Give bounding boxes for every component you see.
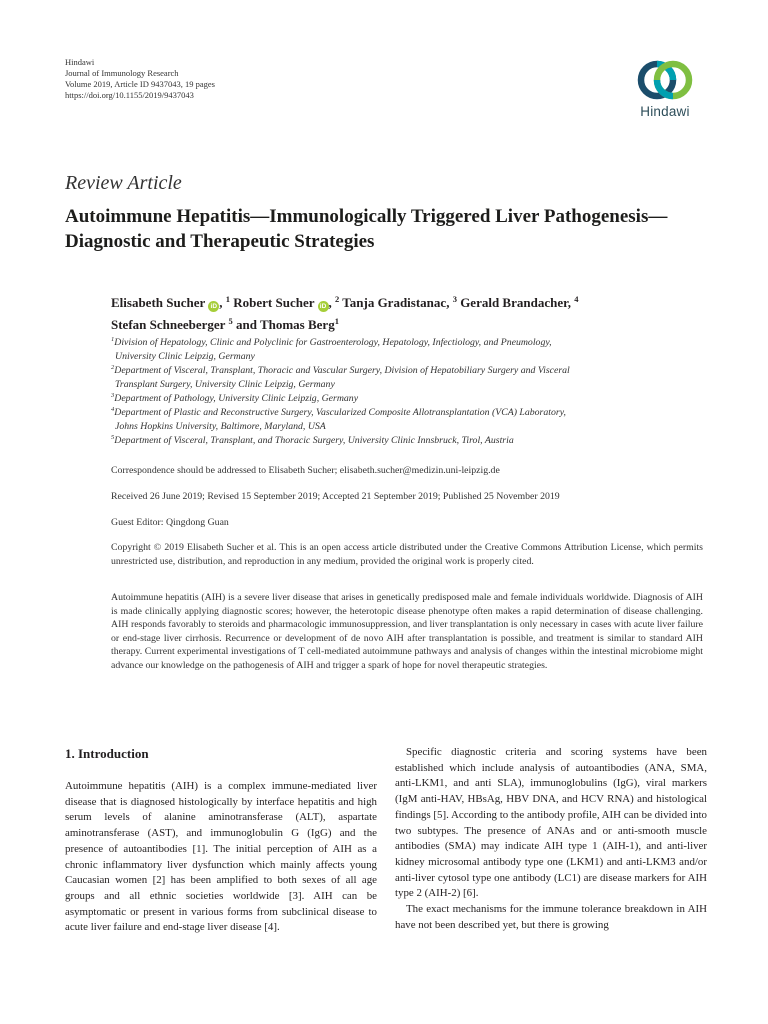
guest-editor: Guest Editor: Qingdong Guan: [111, 517, 229, 528]
journal-name: Journal of Immunology Research: [65, 68, 179, 78]
affiliation: $^3$Department of Pathology, University Clinic Leipzig, Germany: [111, 392, 359, 404]
affiliation: $^5$Department of Visceral, Transplant, and Thoracic Surgery, University Clinic Innsbruck, Tirol, Austria: [111, 434, 514, 446]
body-paragraph: Specific diagnostic criteria and scoring systems have been established which include analysis of autoantibodies (ANA, SMA, anti-LKM1, and anti SLA), immunoglobulins (IgG), viral markers (IgM anti-HAV, HBsAg, HBV DNA, and HCV RNA) and histological findings [5]. According to the antibody profile, AIH can be divided into two subtypes. The presence of ANAs and or anti-smooth muscle antibodies (SMA) may indicate AIH type 1 (AIH-1), and anti-liver kidney microsomal antibody type one (LKM1) and anti-LKM3 and/or anti-liver cytosol type one antibody (LC1) are disease markers for AIH type 2 (AIH-2) [6].: [395, 746, 707, 900]
article-title: Autoimmune Hepatitis—Immunologically Triggered Liver Pathogenesis—Diagnostic and Therapeutic Strategies: [65, 206, 668, 252]
hindawi-logo[interactable]: [634, 58, 696, 124]
author-name[interactable]: Gerald Brandacher: [460, 295, 568, 310]
article-type: Review Article: [65, 172, 182, 194]
affiliation: $^4$Department of Plastic and Reconstructive Surgery, Vascularized Composite Allotransplantation (VCA) Laboratory,: [111, 406, 566, 418]
affiliation-continued: Transplant Surgery, University Clinic Leipzig, Germany: [115, 379, 335, 390]
section-heading: 1. Introduction: [65, 746, 149, 761]
hindawi-logo-icon: [635, 58, 695, 102]
journal-info: [65, 57, 215, 101]
author-affiliation-number: 1: [225, 294, 231, 304]
doi-link[interactable]: https://doi.org/10.1155/2019/9437043: [65, 90, 194, 100]
affiliation-continued: University Clinic Leipzig, Germany: [115, 351, 255, 362]
body-column-right: [395, 745, 707, 933]
author-name[interactable]: Robert Sucher: [233, 295, 315, 310]
orcid-icon[interactable]: iD: [318, 301, 329, 312]
body-column-left: [65, 745, 377, 936]
volume-info: Volume 2019, Article ID 9437043, 19 pages: [65, 79, 215, 89]
publication-dates: Received 26 June 2019; Revised 15 September 2019; Accepted 21 September 2019; Published 25 November 2019: [111, 491, 560, 502]
orcid-icon[interactable]: iD: [208, 301, 219, 312]
author-affiliation-number: 1: [334, 316, 339, 326]
affiliation: $^2$Department of Visceral, Transplant, Thoracic and Vascular Surgery, Division of Hepatobiliary Surgery and Visceral: [111, 364, 570, 376]
author-name[interactable]: and Thomas Berg: [235, 317, 335, 332]
affiliation: $^1$Division of Hepatology, Clinic and Polyclinic for Gastroenterology, Hepatology, Infectiology, and Pneumology,: [111, 336, 552, 348]
affiliation-continued: Johns Hopkins University, Baltimore, Maryland, USA: [115, 421, 326, 432]
abstract: Autoimmune hepatitis (AIH) is a severe liver disease that arises in genetically predisposed male and female individuals worldwide. Diagnosis of AIH is made clinically applying diagnostic scores; however, the heterotopic disease phenotype often makes a rapid determination of disease challenging. AIH responds favorably to steroids and pharmacologic immunosuppression, and liver transplantation is only necessary in cases with acute liver failure or end-stage liver cirrhosis. Recurrence or development of de novo AIH after transplantation is possible, and treatment is similar to standard AIH therapy. Current experimental investigations of T cell-mediated autoimmune pathways and analysis of changes within the intestinal microbiome might advance our knowledge on the pathogenesis of AIH and trigger a spark of hope for novel therapeutic strategies.: [111, 592, 703, 671]
author-name[interactable]: Elisabeth Sucher: [111, 295, 206, 310]
author-name[interactable]: Stefan Schneeberger: [111, 317, 226, 332]
body-paragraph: Autoimmune hepatitis (AIH) is a complex immune-mediated liver disease that is diagnosed histologically by interface hepatitis and high serum levels of alanine aminotransferase (ALT), aspartate aminotransferase (AST), and immunoglobulin G (IgG) and the presence of autoantibodies [1]. The initial perception of AIH as a chronic inflammatory liver dysfunction which mainly affects young Caucasian women [2] has been amplified to both sexes of all age groups and all ethnic societies worldwide [3]. AIH can be asymptomatic or present in various forms from subclinical disease to acute liver failure and end-stage liver disease [4].: [65, 780, 377, 934]
hindawi-logo-text: Hindawi: [640, 104, 690, 119]
author-list: Elisabeth Sucher iD , $^1$ Robert Sucher iD , $^2$ Tanja Gradistanac, $^3$ Gerald Brandacher, $^4$ Stefan Schneeberger $^5$ and Thomas Berg$^1$: [111, 294, 579, 332]
publisher-name: Hindawi: [65, 57, 95, 67]
body-paragraph: The exact mechanisms for the immune tolerance breakdown in AIH have not been described yet, but there is growing: [395, 903, 707, 931]
copyright-notice: Copyright © 2019 Elisabeth Sucher et al. This is an open access article distributed under the Creative Commons Attribution License, which permits unrestricted use, distribution, and reproduction in any medium, provided the original work is properly cited.: [111, 542, 703, 567]
author-affiliation-number: 2: [335, 294, 340, 304]
author-affiliation-number: 4: [574, 294, 579, 304]
affiliation-list: [111, 336, 711, 448]
author-affiliation-number: 3: [452, 294, 457, 304]
correspondence[interactable]: Correspondence should be addressed to Elisabeth Sucher; elisabeth.sucher@medizin.uni-leipzig.de: [111, 465, 500, 476]
author-affiliation-number: 5: [228, 316, 233, 326]
author-name[interactable]: Tanja Gradistanac: [342, 295, 447, 310]
